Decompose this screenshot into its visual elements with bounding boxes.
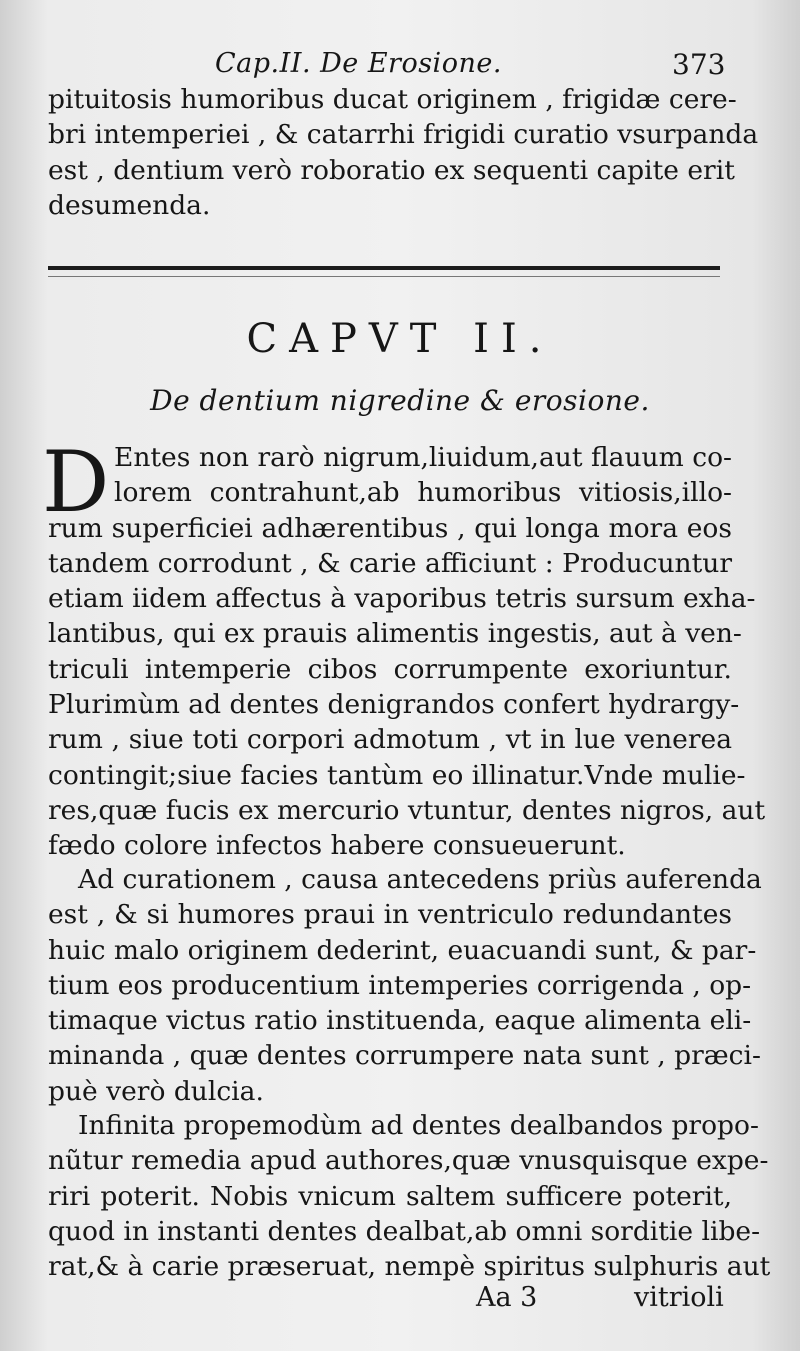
text-line: timaque victus ratio instituenda, eaque alimenta eli- bbox=[48, 1005, 752, 1037]
catchword: vitrioli bbox=[634, 1282, 724, 1313]
text-line: lantibus, qui ex prauis alimentis ingestis, aut à ven- bbox=[48, 618, 742, 650]
chapter-subtitle: De dentium nigredine & erosione. bbox=[150, 384, 650, 417]
paragraph-3 bbox=[48, 1108, 771, 1284]
text-line: quod in instanti dentes dealbat,ab omni sorditie libe- bbox=[48, 1215, 761, 1247]
text-line: tium eos producentium intemperies corrigenda , op- bbox=[48, 969, 752, 1001]
text-line: puè verò dulcia. bbox=[48, 1075, 264, 1107]
text-line: tandem corrodunt , & carie afficiunt : Producuntur bbox=[48, 547, 732, 579]
text-line: lorem contrahunt,ab humoribus vitiosis,illo- bbox=[114, 477, 732, 509]
text-line: desumenda. bbox=[48, 189, 211, 221]
ornamental-rule bbox=[48, 266, 720, 277]
text-line: Infinita propemodùm ad dentes dealbandos propo- bbox=[78, 1110, 759, 1141]
text-line: rum superficiei adhærentibus , qui longa mora eos bbox=[48, 512, 732, 544]
text-line: bri intemperiei , & catarrhi frigidi curatio vsurpanda bbox=[48, 119, 759, 151]
page-number: 373 bbox=[672, 48, 726, 81]
paragraph-1 bbox=[48, 440, 766, 864]
text-line: est , dentium verò roboratio ex sequenti capite erit bbox=[48, 154, 735, 186]
continued-text-block bbox=[48, 82, 759, 223]
text-line: Plurimùm ad dentes denigrandos confert hydrargy- bbox=[48, 689, 740, 721]
signature-mark: Aa 3 bbox=[476, 1282, 538, 1313]
chapter-title: CAPVT II. bbox=[246, 316, 554, 362]
text-line: res,quæ fucis ex mercurio vtuntur, dentes nigros, aut bbox=[48, 794, 766, 826]
text-line: Ad curationem , causa antecedens priùs auferenda bbox=[78, 864, 762, 895]
text-line: riri poterit. Nobis vnicum saltem sufficere poterit, bbox=[48, 1180, 732, 1212]
text-line: etiam iidem affectus à vaporibus tetris sursum exha- bbox=[48, 583, 756, 615]
text-line: contingit;siue facies tantùm eo illinatur.Vnde mulie- bbox=[48, 759, 746, 791]
text-line: fædo colore infectos habere consueuerunt. bbox=[48, 830, 626, 862]
text-line: triculi intemperie cibos corrumpente exoriuntur. bbox=[48, 653, 732, 685]
text-line: nũtur remedia apud authores,quæ vnusquisque expe- bbox=[48, 1145, 769, 1177]
page-header bbox=[0, 44, 800, 84]
text-line: est , & si humores praui in ventriculo redundantes bbox=[48, 899, 732, 931]
running-head: Cap.II. De Erosione. bbox=[215, 48, 502, 79]
text-line: huic malo originem dederint, euacuandi sunt, & par- bbox=[48, 934, 757, 966]
text-line: rat,& à carie præseruat, nempè spiritus sulphuris aut bbox=[48, 1251, 771, 1283]
drop-cap: D bbox=[42, 433, 110, 531]
text-line: Entes non rarò nigrum,liuidum,aut flauum co- bbox=[114, 442, 732, 473]
paragraph-2 bbox=[48, 862, 762, 1109]
text-line: rum , siue toti corpori admotum , vt in lue venerea bbox=[48, 724, 732, 756]
text-line: pituitosis humoribus ducat originem , frigidæ cere- bbox=[48, 84, 737, 115]
text-line: minanda , quæ dentes corrumpere nata sunt , præci- bbox=[48, 1040, 761, 1072]
